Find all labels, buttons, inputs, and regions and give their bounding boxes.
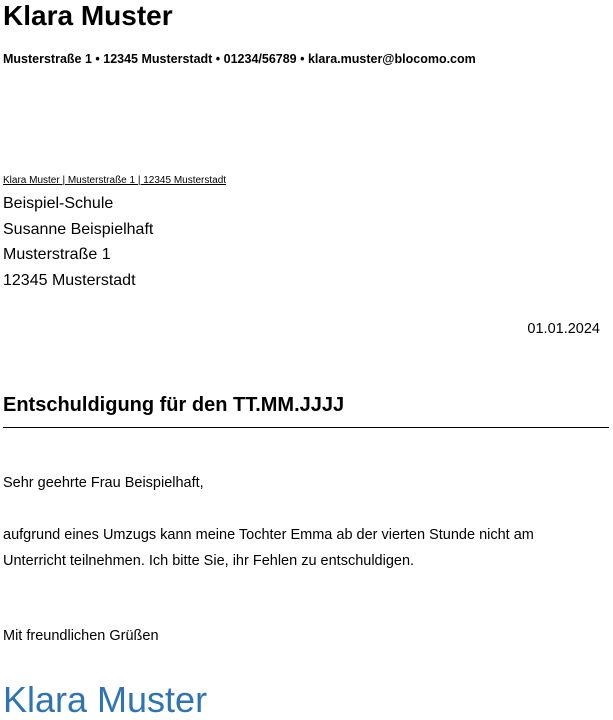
- recipient-address: [3, 191, 153, 293]
- letter-body: [3, 522, 613, 574]
- sender-name: Klara Muster: [3, 0, 173, 31]
- recipient-line: Beispiel-Schule: [3, 195, 114, 212]
- letter-subject: Entschuldigung für den TT.MM.JJJJ: [3, 394, 345, 416]
- subject-divider: [3, 427, 609, 428]
- letter-date: 01.01.2024: [527, 321, 600, 337]
- recipient-line: 12345 Musterstadt: [3, 271, 136, 289]
- recipient-line: Susanne Beispielhaft: [3, 220, 154, 238]
- salutation: Sehr geehrte Frau Beispielhaft,: [3, 475, 204, 491]
- sender-contact-line: Musterstraße 1 • 12345 Musterstadt • 01234/56789 • klara.muster@blocomo.com: [3, 52, 476, 66]
- closing-phrase: Mit freundlichen Grüßen: [3, 628, 159, 644]
- recipient-line: Musterstraße 1: [3, 246, 111, 263]
- body-line: aufgrund eines Umzugs kann meine Tochter Emma ab der vierten Stunde nicht am: [3, 527, 534, 543]
- body-line: Unterricht teilnehmen. Ich bitte Sie, ihr Fehlen zu entschuldigen.: [3, 553, 415, 569]
- signature: Klara Muster: [3, 679, 208, 720]
- return-address-line: Klara Muster | Musterstraße 1 | 12345 Musterstadt: [3, 175, 227, 186]
